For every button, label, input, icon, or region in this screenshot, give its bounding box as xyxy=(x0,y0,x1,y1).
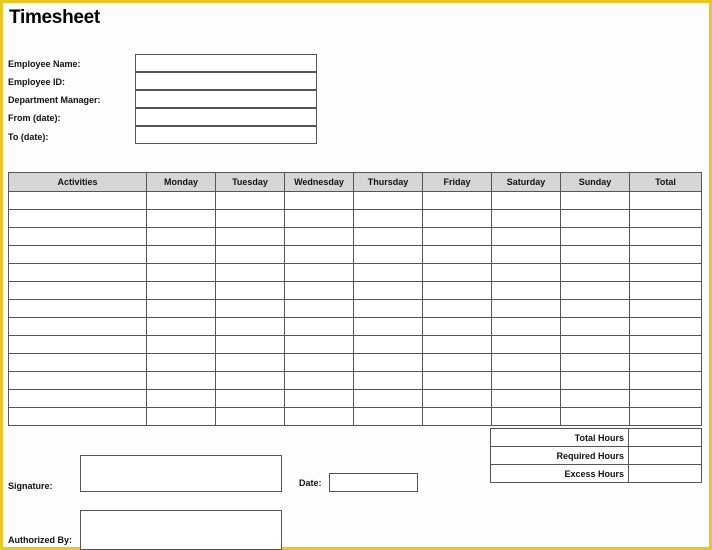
table-cell[interactable] xyxy=(354,210,423,228)
table-cell[interactable] xyxy=(285,300,354,318)
table-cell[interactable] xyxy=(561,318,630,336)
table-cell[interactable] xyxy=(423,354,492,372)
table-cell[interactable] xyxy=(561,246,630,264)
table-cell[interactable] xyxy=(630,390,702,408)
table-cell[interactable] xyxy=(561,282,630,300)
table-row xyxy=(9,336,702,354)
table-cell[interactable] xyxy=(216,408,285,426)
from-date-field[interactable] xyxy=(135,108,317,126)
table-cell[interactable] xyxy=(423,228,492,246)
table-cell[interactable] xyxy=(492,210,561,228)
table-cell[interactable] xyxy=(147,228,216,246)
table-cell[interactable] xyxy=(630,336,702,354)
table-cell[interactable] xyxy=(9,246,147,264)
required-hours-cell[interactable] xyxy=(629,447,702,465)
table-cell[interactable] xyxy=(492,228,561,246)
table-cell[interactable] xyxy=(285,390,354,408)
table-cell[interactable] xyxy=(492,246,561,264)
table-cell[interactable] xyxy=(285,228,354,246)
page-title: Timesheet xyxy=(9,7,100,28)
table-cell[interactable] xyxy=(285,210,354,228)
total-hours-row xyxy=(491,429,702,447)
table-cell[interactable] xyxy=(147,318,216,336)
col-monday: Monday xyxy=(147,173,216,192)
table-cell[interactable] xyxy=(423,336,492,354)
table-cell[interactable] xyxy=(423,372,492,390)
col-tuesday: Tuesday xyxy=(216,173,285,192)
department-manager-label: Department Manager: xyxy=(8,95,101,105)
table-cell[interactable] xyxy=(630,408,702,426)
table-cell[interactable] xyxy=(561,354,630,372)
table-cell[interactable] xyxy=(630,318,702,336)
activity-table xyxy=(8,172,702,426)
table-cell[interactable] xyxy=(492,408,561,426)
table-cell[interactable] xyxy=(492,282,561,300)
employee-name-field[interactable] xyxy=(135,54,317,72)
table-row xyxy=(9,264,702,282)
table-cell[interactable] xyxy=(354,192,423,210)
signature-label: Signature: xyxy=(8,481,53,491)
total-hours-cell[interactable] xyxy=(629,429,702,447)
to-date-label: To (date): xyxy=(8,132,49,142)
totals-table xyxy=(490,428,702,483)
table-cell[interactable] xyxy=(147,264,216,282)
required-hours-row xyxy=(491,447,702,465)
table-cell[interactable] xyxy=(147,192,216,210)
table-cell[interactable] xyxy=(492,336,561,354)
employee-id-label: Employee ID: xyxy=(8,77,66,87)
table-cell[interactable] xyxy=(147,390,216,408)
table-row xyxy=(9,390,702,408)
table-cell[interactable] xyxy=(423,210,492,228)
table-cell[interactable] xyxy=(285,318,354,336)
table-cell[interactable] xyxy=(423,246,492,264)
table-cell[interactable] xyxy=(9,228,147,246)
table-cell[interactable] xyxy=(147,282,216,300)
table-cell[interactable] xyxy=(354,264,423,282)
table-cell[interactable] xyxy=(561,264,630,282)
table-cell[interactable] xyxy=(423,282,492,300)
total-hours-label: Total Hours xyxy=(491,429,629,447)
from-date-label: From (date): xyxy=(8,113,61,123)
table-cell[interactable] xyxy=(147,300,216,318)
table-row xyxy=(9,210,702,228)
table-cell[interactable] xyxy=(216,354,285,372)
table-cell[interactable] xyxy=(354,318,423,336)
table-row xyxy=(9,318,702,336)
table-cell[interactable] xyxy=(561,408,630,426)
table-cell[interactable] xyxy=(354,300,423,318)
table-cell[interactable] xyxy=(561,192,630,210)
table-row xyxy=(9,408,702,426)
table-cell[interactable] xyxy=(492,300,561,318)
table-cell[interactable] xyxy=(147,372,216,390)
table-cell[interactable] xyxy=(492,390,561,408)
table-cell[interactable] xyxy=(216,282,285,300)
table-cell[interactable] xyxy=(9,192,147,210)
table-row xyxy=(9,192,702,210)
table-cell[interactable] xyxy=(285,372,354,390)
table-cell[interactable] xyxy=(216,300,285,318)
table-cell[interactable] xyxy=(354,336,423,354)
col-wednesday: Wednesday xyxy=(285,173,354,192)
col-friday: Friday xyxy=(423,173,492,192)
table-cell[interactable] xyxy=(147,354,216,372)
department-manager-field[interactable] xyxy=(135,90,317,108)
table-cell[interactable] xyxy=(285,192,354,210)
table-cell[interactable] xyxy=(285,264,354,282)
table-cell[interactable] xyxy=(423,192,492,210)
table-row xyxy=(9,372,702,390)
col-sunday: Sunday xyxy=(561,173,630,192)
table-cell[interactable] xyxy=(561,300,630,318)
table-cell[interactable] xyxy=(216,318,285,336)
table-cell[interactable] xyxy=(216,246,285,264)
table-cell[interactable] xyxy=(423,318,492,336)
table-row xyxy=(9,354,702,372)
table-cell[interactable] xyxy=(492,372,561,390)
table-cell[interactable] xyxy=(9,264,147,282)
table-cell[interactable] xyxy=(9,318,147,336)
authorized-by-label: Authorized By: xyxy=(8,535,72,545)
table-cell[interactable] xyxy=(492,354,561,372)
table-cell[interactable] xyxy=(630,228,702,246)
table-cell[interactable] xyxy=(354,372,423,390)
table-cell[interactable] xyxy=(630,300,702,318)
table-cell[interactable] xyxy=(423,408,492,426)
table-cell[interactable] xyxy=(9,408,147,426)
authorized-by-box[interactable] xyxy=(80,510,282,550)
table-cell[interactable] xyxy=(630,192,702,210)
col-saturday: Saturday xyxy=(492,173,561,192)
table-cell[interactable] xyxy=(9,336,147,354)
excess-hours-cell[interactable] xyxy=(629,465,702,483)
timesheet-page xyxy=(3,3,709,547)
to-date-field[interactable] xyxy=(135,126,317,144)
table-cell[interactable] xyxy=(216,264,285,282)
table-cell[interactable] xyxy=(216,372,285,390)
table-cell[interactable] xyxy=(9,354,147,372)
employee-name-label: Employee Name: xyxy=(8,59,81,69)
date-field[interactable] xyxy=(329,473,418,492)
table-cell[interactable] xyxy=(147,246,216,264)
date-label: Date: xyxy=(299,478,322,488)
table-cell[interactable] xyxy=(630,372,702,390)
table-cell[interactable] xyxy=(9,210,147,228)
table-cell[interactable] xyxy=(423,300,492,318)
table-cell[interactable] xyxy=(630,246,702,264)
table-cell[interactable] xyxy=(423,264,492,282)
excess-hours-label: Excess Hours xyxy=(491,465,629,483)
table-cell[interactable] xyxy=(561,372,630,390)
table-cell[interactable] xyxy=(9,372,147,390)
col-total: Total xyxy=(630,173,702,192)
table-cell[interactable] xyxy=(492,264,561,282)
table-cell[interactable] xyxy=(216,336,285,354)
table-cell[interactable] xyxy=(9,390,147,408)
table-cell[interactable] xyxy=(354,246,423,264)
table-header-row xyxy=(9,173,702,192)
table-cell[interactable] xyxy=(354,282,423,300)
table-cell[interactable] xyxy=(147,336,216,354)
table-cell[interactable] xyxy=(630,282,702,300)
table-cell[interactable] xyxy=(630,354,702,372)
required-hours-label: Required Hours xyxy=(491,447,629,465)
table-cell[interactable] xyxy=(423,390,492,408)
table-row xyxy=(9,282,702,300)
col-thursday: Thursday xyxy=(354,173,423,192)
table-cell[interactable] xyxy=(216,210,285,228)
employee-id-field[interactable] xyxy=(135,72,317,90)
table-cell[interactable] xyxy=(561,336,630,354)
table-cell[interactable] xyxy=(9,282,147,300)
table-cell[interactable] xyxy=(285,336,354,354)
table-cell[interactable] xyxy=(354,354,423,372)
table-cell[interactable] xyxy=(492,318,561,336)
table-cell[interactable] xyxy=(285,408,354,426)
table-cell[interactable] xyxy=(561,210,630,228)
table-cell[interactable] xyxy=(216,390,285,408)
table-cell[interactable] xyxy=(285,282,354,300)
table-cell[interactable] xyxy=(354,390,423,408)
table-cell[interactable] xyxy=(216,192,285,210)
table-cell[interactable] xyxy=(630,210,702,228)
table-cell[interactable] xyxy=(285,354,354,372)
table-row xyxy=(9,300,702,318)
signature-box[interactable] xyxy=(80,455,282,492)
table-cell[interactable] xyxy=(561,390,630,408)
table-row xyxy=(9,228,702,246)
table-cell[interactable] xyxy=(216,228,285,246)
table-row xyxy=(9,246,702,264)
table-cell[interactable] xyxy=(630,264,702,282)
col-activities: Activities xyxy=(9,173,147,192)
table-cell[interactable] xyxy=(147,408,216,426)
table-cell[interactable] xyxy=(354,228,423,246)
excess-hours-row xyxy=(491,465,702,483)
table-cell[interactable] xyxy=(492,192,561,210)
table-cell[interactable] xyxy=(561,228,630,246)
table-cell[interactable] xyxy=(9,300,147,318)
table-cell[interactable] xyxy=(285,246,354,264)
table-cell[interactable] xyxy=(354,408,423,426)
table-cell[interactable] xyxy=(147,210,216,228)
